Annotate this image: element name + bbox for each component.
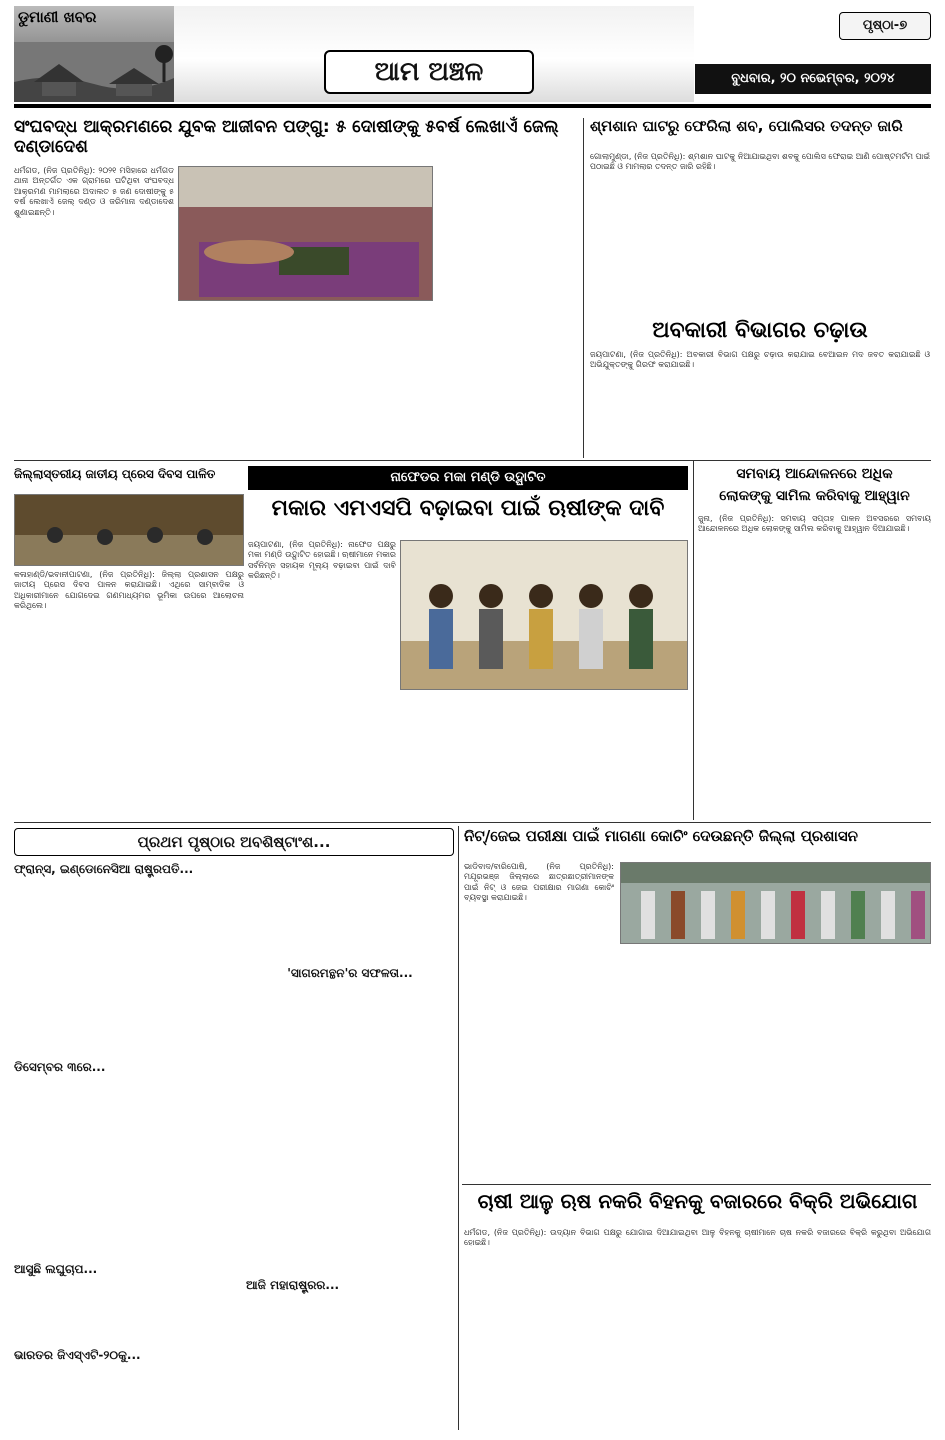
continuation-4-body xyxy=(14,1366,242,1426)
continuation-5-body-b xyxy=(246,984,454,1274)
continuation-2-head: ଡିସେମ୍ବର ୩ରେ... xyxy=(14,1060,106,1074)
brand-panel xyxy=(14,6,174,102)
story-8-body-col3 xyxy=(776,948,931,1180)
village-scene-image xyxy=(14,42,174,102)
story-1-photo xyxy=(178,166,433,301)
column-divider xyxy=(458,826,459,1430)
brand-name: ଡୁମାଣୀ ଖବର xyxy=(18,8,97,26)
column-divider xyxy=(583,118,584,458)
continuation-4-head: ଭାରତର ଜିଏସ୍ଏଟି-୨୦କୁ... xyxy=(14,1348,141,1362)
continuation-1-body xyxy=(14,880,242,1056)
story-4-headline: ଜିଲ୍ଲାସ୍ତରୀୟ ଜାତୀୟ ପ୍ରେସ ଦିବସ ପାଳିତ xyxy=(14,467,216,481)
story-4-body: କଳାହାଣ୍ଡି/ଭବାନୀପାଟଣା, (ନିଜ ପ୍ରତିନିଧି): ଜିଲ୍ଲା ପ୍ରଶାସନ ପକ୍ଷରୁ ଜାତୀୟ ପ୍ରେସ ଦିବସ ପାଳନ କରାଯାଇଛି। ଏଥିରେ ସାମ୍ବାଦିକ ଓ ଅଧିକାରୀମାନେ ଯୋଗଦେଇ ଗଣମାଧ୍ୟମର ଭୂମିକା ଉପରେ ଆଲୋଚନା କରିଥିଲେ। xyxy=(14,570,244,611)
column-divider xyxy=(693,460,694,820)
story-4-photo xyxy=(14,494,244,566)
story-9-headline: ଚାଷୀ ଆଳୁ ଋଷ ନକରି ବିହନକୁ ବଜାରରେ ବିକ୍ରି ଅଭିଯୋଗ xyxy=(477,1189,918,1213)
continuation-6-body xyxy=(246,1296,454,1426)
story-1-body: ଧର୍ମଗଡ, (ନିଜ ପ୍ରତିନିଧି): ୨୦୨୧ ମସିହାରେ ଧର୍ମଗଡ ଥାନା ଅନ୍ତର୍ଗତ ଏକ ଗ୍ରାମରେ ଘଟିଥିବା ସଂଘବଦ୍ଧ ଆକ୍ରମଣ ମାମଲାରେ ଅଦାଲତ ୫ ଜଣ ଦୋଷୀଙ୍କୁ ୫ ବର୍ଷ ଲେଖାଏଁ ଜେଲ୍ ଦଣ୍ଡ ଓ ଜରିମାନା ଦଣ୍ଡାଦେଶ ଶୁଣାଇଛନ୍ତି। xyxy=(14,166,174,217)
press-day-image xyxy=(15,495,244,566)
story-5-body-cont xyxy=(400,694,688,816)
story-2-body: ଗୋଲାମୁଣ୍ଡା, (ନିଜ ପ୍ରତିନିଧି): ଶ୍ମଶାନ ଘାଟକୁ ନିଆଯାଇଥିବା ଶବକୁ ପୋଲିସ ଫେରାଇ ଆଣି ପୋଷ୍ଟମର୍ଟମ ପାଇଁ ପଠାଇଛି ଓ ମାମଲାର ତଦନ୍ତ ଜାରି ରହିଛି। xyxy=(590,152,930,172)
story-6-headline-line1: ସମବାୟ ଆନ୍ଦୋଳନରେ ଅଧିକ xyxy=(736,466,893,482)
story-1-headline: ସଂଘବଦ୍ଧ ଆକ୍ରମଣରେ ଯୁବକ ଆଜୀବନ ପଙ୍ଗୁ: ୫ ଦୋଷୀଙ୍କୁ ୫ବର୍ଷ ଲେଖାଏଁ ଜେଲ୍ ଦଣ୍ଡାଦେଶ xyxy=(14,117,559,157)
injured-youth-image xyxy=(179,167,433,301)
section-title: ଆମ ଅଞ୍ଚଳ xyxy=(324,50,534,94)
story-3-headline: ଅବକାରୀ ବିଭାଗର ଚଢ଼ାଉ xyxy=(652,318,868,343)
story-5-headline: ମକାର ଏମଏସପି ବଢ଼ାଇବା ପାଇଁ ଋଷୀଙ୍କ ଦାବି xyxy=(271,496,665,521)
page-number: ପୃଷ୍ଠା-୭ xyxy=(839,12,931,40)
story-1-body-col3 xyxy=(438,166,578,456)
continuation-box-label: ପ୍ରଥମ ପୃଷ୍ଠାର ଅବଶିଷ୍ଟାଂଶ... xyxy=(14,828,454,856)
story-3-body: ଜୟପାଟଣା, (ନିଜ ପ୍ରତିନିଧି): ଅବକାରୀ ବିଭାଗ ପକ୍ଷରୁ ଚଢ଼ାଉ କରାଯାଇ ବେଆଇନ ମଦ ଜବତ କରାଯାଇଛି ଓ ଅଭିଯୁକ୍ତଙ୍କୁ ଗିରଫ କରାଯାଇଛି। xyxy=(590,350,930,370)
story-8-body-cont xyxy=(620,948,770,1180)
story-8-headline: ନିଟ୍/ଜେଇ ପରୀକ୍ଷା ପାଇଁ ମାଗଣା କୋଚିଂ ଦେଉଛନ୍ତି ଜିଲ୍ଲା ପ୍ରଶାସନ xyxy=(464,827,858,845)
story-9-body: ଧର୍ମଗଡ, (ନିଜ ପ୍ରତିନିଧି): ଉଦ୍ୟାନ ବିଭାଗ ପକ୍ଷରୁ ଯୋଗାଇ ଦିଆଯାଇଥିବା ଆଳୁ ବିହନକୁ ଚାଷୀମାନେ ଚାଷ ନକରି ବଜାରରେ ବିକ୍ରି କରୁଥିବା ଅଭିଯୋଗ ହୋଇଛି। xyxy=(464,1228,931,1248)
maize-market-image xyxy=(401,541,688,690)
story-8-body: ଭାଡିବାଦ/ବାରିପୋଷି, (ନିଜ ପ୍ରତିନିଧି): ମଯୂରଭଞ୍ଜ ଜିଲ୍ଲାରେ ଛାତ୍ରଛାତ୍ରୀମାନଙ୍କ ପାଇଁ ନିଟ୍ ଓ ଜେଇ ପରୀକ୍ଷାର ମାଗଣା କୋଚିଂ ବ୍ୟବସ୍ଥା କରାଯାଇଛି। xyxy=(464,862,614,903)
story-1-body-cont xyxy=(178,306,433,456)
continuation-5-head: 'ସାଗରମନ୍ଥନ'ର ସଫଳତା... xyxy=(287,966,413,980)
section-divider xyxy=(14,460,931,461)
continuation-6-head: ଆଜି ମହାରାଷ୍ଟ୍ରର... xyxy=(246,1278,340,1292)
section-divider xyxy=(14,822,931,823)
coaching-program-image xyxy=(621,863,931,944)
story-8-photo xyxy=(620,862,931,944)
masthead-right xyxy=(691,6,931,102)
section-banner xyxy=(174,6,694,102)
publication-date: ବୁଧବାର, ୨୦ ନଭେମ୍ବର, ୨୦୨୪ xyxy=(695,64,931,94)
section-divider xyxy=(462,1184,931,1185)
story-6-body: ଜୁନା, (ନିଜ ପ୍ରତିନିଧି): ସମବାୟ ସପ୍ତାହ ପାଳନ ଅବସରରେ ସମବାୟ ଆନ୍ଦୋଳନରେ ଅଧିକ ଲୋକଙ୍କୁ ସାମିଲ କରିବାକୁ ଆହ୍ୱାନ ଦିଆଯାଇଛି। xyxy=(698,514,931,534)
continuation-3-head: ଆସୁଛି ଲଘୁଚାପ... xyxy=(14,1262,98,1276)
story-5-kicker: ନାଫେଡର ମକା ମଣ୍ଡି ଉଦ୍ଘାଟିତ xyxy=(248,466,688,490)
continuation-3-body xyxy=(14,1280,242,1344)
story-2-headline: ଶ୍ମଶାନ ଘାଟରୁ ଫେରିଲା ଶବ, ପୋଲିସର ତଦନ୍ତ ଜାରି xyxy=(590,117,903,135)
continuation-1-head: ଫ୍ରାନ୍ସ, ଇଣ୍ଡୋନେସିଆ ରାଷ୍ଟ୍ରପତି... xyxy=(14,862,194,876)
story-5-photo xyxy=(400,540,688,690)
story-6-headline-line2: ଲୋକଙ୍କୁ ସାମିଲ କରିବାକୁ ଆହ୍ୱାନ xyxy=(719,488,910,504)
continuation-5-body-a xyxy=(246,862,454,962)
masthead xyxy=(14,6,931,102)
story-5-body: ଜୟପାଟଣା, (ନିଜ ପ୍ରତିନିଧି): ନାଫେଡ ପକ୍ଷରୁ ମକା ମଣ୍ଡି ଉଦ୍ଘାଟିତ ହୋଇଛି। ଋଷୀମାନେ ମକାର ସର୍ବନିମ୍ନ ସହାୟକ ମୂଲ୍ୟ ବଢ଼ାଇବା ପାଇଁ ଦାବି କରିଛନ୍ତି। xyxy=(248,540,396,581)
continuation-2-body xyxy=(14,1078,242,1258)
masthead-rule xyxy=(14,104,931,108)
